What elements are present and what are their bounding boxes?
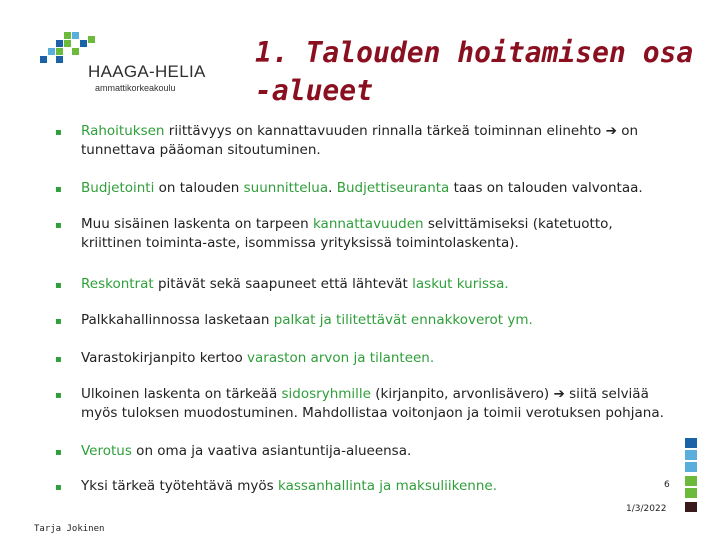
bullet-marker: ▪ (55, 127, 62, 138)
highlighted-term: sidosryhmille (281, 386, 371, 402)
haaga-helia-logo (40, 30, 210, 100)
bullet-item (55, 311, 675, 330)
highlighted-term: laskut kurissa. (412, 276, 509, 292)
arrow-icon: ➔ (553, 386, 565, 402)
highlighted-term: suunnittelua (243, 180, 329, 196)
bullet-list (55, 122, 675, 496)
bullet-marker: ▪ (55, 447, 62, 458)
bullet-text: selvittämiseksi (katetuotto, kriittinen toiminta-aste, isommissa yrityksissä toimintolaskenta). (81, 216, 613, 251)
bullet-text: riittävyys on kannattavuuden rinnalla tärkeä toiminnan elinehto (164, 123, 606, 139)
bullet-marker: ▪ (55, 390, 62, 401)
bullet-text: Varastokirjanpito kertoo (81, 350, 248, 366)
title-line-2: -alueet (255, 74, 374, 107)
highlighted-term: Budjetointi (81, 180, 155, 196)
bullet-text: taas on talouden valvontaa. (449, 180, 643, 196)
highlighted-term: Rahoituksen (81, 123, 165, 139)
highlighted-term: Verotus (81, 443, 132, 459)
bullet-item (55, 275, 675, 294)
bullet-item (55, 442, 675, 461)
bullet-item (55, 385, 675, 423)
highlighted-term: kannattavuuden (312, 216, 424, 232)
highlighted-term: varaston arvon ja tilanteen. (247, 350, 435, 366)
logo-name: HAAGA-HELIA (88, 62, 206, 81)
bullet-marker: ▪ (55, 184, 62, 195)
logo-subtitle: ammattikorkeakoulu (95, 83, 176, 93)
bullet-marker: ▪ (55, 280, 62, 291)
bullet-marker: ▪ (55, 354, 62, 365)
bullet-item (55, 477, 675, 496)
highlighted-term: palkat ja tilitettävät ennakkoverot ym. (273, 312, 533, 328)
bullet-text: on oma ja vaativa asiantuntija-alueensa. (131, 443, 412, 459)
bullet-marker: ▪ (55, 482, 62, 493)
title-line-1: 1. Talouden hoitamisen osa (255, 36, 694, 69)
bullet-text: on tunnettava pääoman sitoutuminen. (81, 123, 639, 158)
bullet-marker: ▪ (55, 220, 62, 231)
decor-square-blue (685, 438, 697, 448)
bullet-text: siitä selviää myös tuloksen muodostuminen. Mahdollistaa voitonjaon ja toimii verotuksen pohjana. (81, 386, 664, 421)
bullet-item (55, 349, 675, 368)
highlighted-term: Budjettiseuranta (336, 180, 450, 196)
bullet-text: on talouden (154, 180, 244, 196)
arrow-icon: ➔ (605, 123, 617, 139)
bullet-text: (kirjanpito, arvonlisävero) (370, 386, 554, 402)
bullet-item (55, 179, 675, 198)
bullet-text: Yksi tärkeä työtehtävä myös (81, 478, 279, 494)
bullet-marker: ▪ (55, 316, 62, 327)
author-name: Tarja Jokinen (34, 524, 105, 534)
page-number: 6 (664, 480, 670, 490)
decor-square-dark (685, 502, 697, 512)
decor-square-green-2 (685, 488, 697, 498)
slide-title (255, 34, 705, 110)
bullet-text: Palkkahallinnossa lasketaan (81, 312, 274, 328)
slide-date: 1/3/2022 (626, 504, 667, 514)
bullet-item (55, 122, 675, 160)
decor-square-light-blue (685, 450, 697, 460)
bullet-text: Ulkoinen laskenta on tärkeää (81, 386, 282, 402)
decor-square-light-blue-2 (685, 462, 697, 472)
highlighted-term: kassanhallinta ja maksuliikenne. (278, 478, 498, 494)
decor-square-green (685, 476, 697, 486)
bullet-text: pitävät sekä saapuneet että lähtevät (153, 276, 413, 292)
highlighted-term: Reskontrat (81, 276, 154, 292)
bullet-text: Muu sisäinen laskenta on tarpeen (81, 216, 313, 232)
bullet-text: . (328, 180, 337, 196)
bullet-item (55, 215, 675, 253)
